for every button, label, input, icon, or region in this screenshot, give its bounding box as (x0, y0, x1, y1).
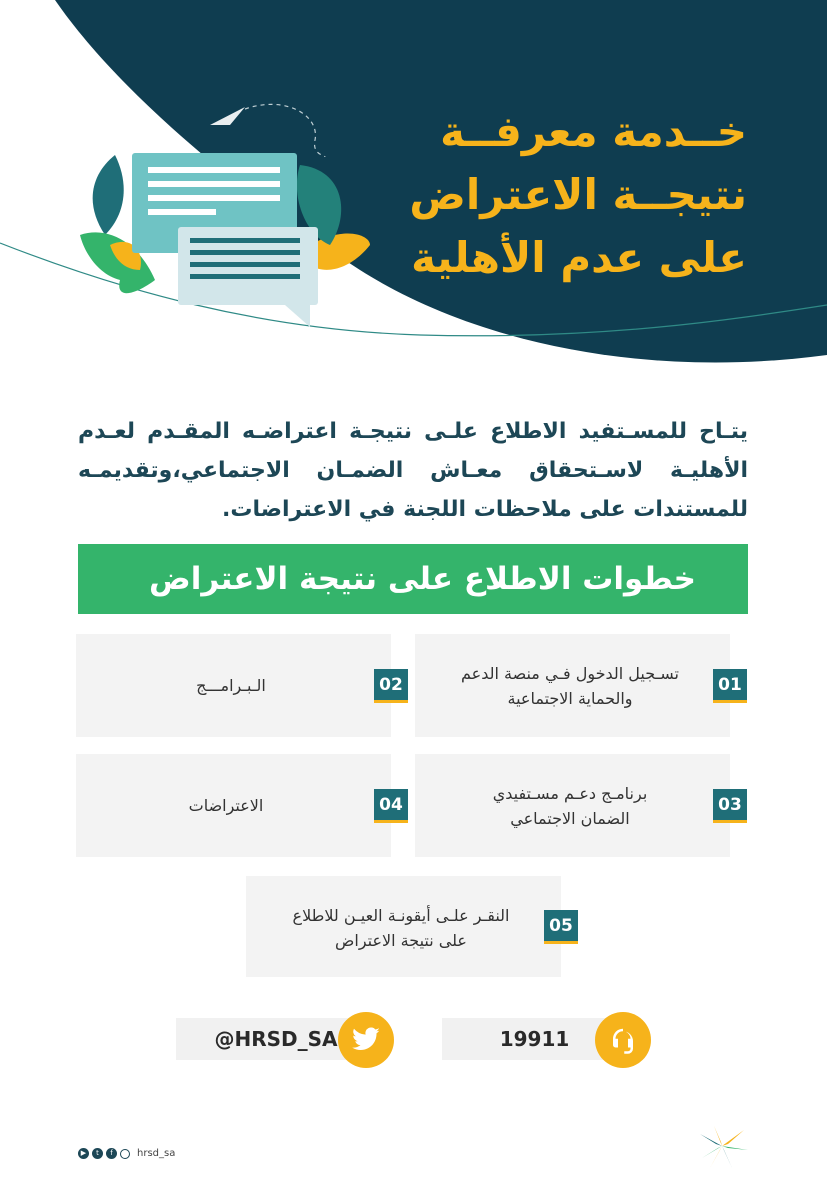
step-text-line-2: الضمان الاجتماعي (510, 809, 630, 828)
step-number-badge: 02 (374, 669, 408, 703)
paper-plane-icon (210, 107, 245, 125)
twitter-bird-glyph (351, 1027, 381, 1053)
footer-handle: hrsd_sa (137, 1148, 176, 1159)
hero-title-line-1: خــدمة معرفــة (440, 107, 747, 156)
leaf-dark-left (93, 155, 124, 235)
chat-illustration (70, 95, 370, 330)
intro-paragraph: يتـاح للمسـتفيد الاطلاع علـى نتيجـة اعتراضـه المقـدم لعـدم الأهليـة لاسـتحقاق معـاش الضمـان الاجتماعي،وتقديمـه للمستندات على ملاحظات اللجنة في الاعتراضات. (78, 419, 748, 522)
youtube-icon[interactable]: ▶ (78, 1148, 89, 1159)
step-card-02 (76, 634, 403, 737)
twitter-handle: @HRSD_SA (214, 1027, 338, 1051)
twitter-bird-icon[interactable] (338, 1012, 394, 1068)
hero-title-line-3: على عدم الأهلية (411, 233, 747, 282)
step-text (450, 781, 690, 831)
ministry-logo (692, 1120, 752, 1172)
steps-title-banner (78, 544, 748, 614)
step-text-line-2: على نتيجة الاعتراض (335, 931, 467, 950)
step-text-line-2: والحماية الاجتماعية (507, 689, 633, 708)
phone-number: 19911 (499, 1027, 570, 1051)
facebook-icon[interactable]: f (106, 1148, 117, 1159)
step-text-line-1: النقـر علـى أيقونـة العيـن للاطلاع (292, 906, 510, 925)
step-card-01 (415, 634, 742, 737)
step-number-badge: 04 (374, 789, 408, 823)
step-text (151, 673, 311, 698)
headset-icon[interactable] (595, 1012, 651, 1068)
step-text (156, 793, 296, 818)
step-card-04 (76, 754, 403, 857)
footer-social-bar (78, 1148, 175, 1159)
step-text (271, 903, 531, 953)
hero-title-line-2: نتيجــة الاعتراض (409, 170, 747, 219)
step-number-badge: 03 (713, 789, 747, 823)
step-text-line-1: تسـجيل الدخول فـي منصة الدعم (461, 664, 679, 683)
step-text (440, 661, 700, 711)
twitter-icon[interactable]: t (92, 1148, 103, 1159)
step-card-05 (246, 876, 573, 977)
step-card-03 (415, 754, 742, 857)
headset-glyph (608, 1025, 638, 1055)
step-text-line-1: الاعتراضات (188, 796, 264, 815)
steps-title: خطوات الاطلاع على نتيجة الاعتراض (149, 561, 696, 597)
step-number-badge: 05 (544, 910, 578, 944)
step-text-line-1: برنامـج دعـم مسـتفيدي (492, 784, 648, 803)
instagram-icon[interactable] (120, 1149, 130, 1159)
hero-title (327, 100, 747, 289)
step-number-badge: 01 (713, 669, 747, 703)
step-text-line-1: الـبـرامـــج (196, 676, 266, 695)
